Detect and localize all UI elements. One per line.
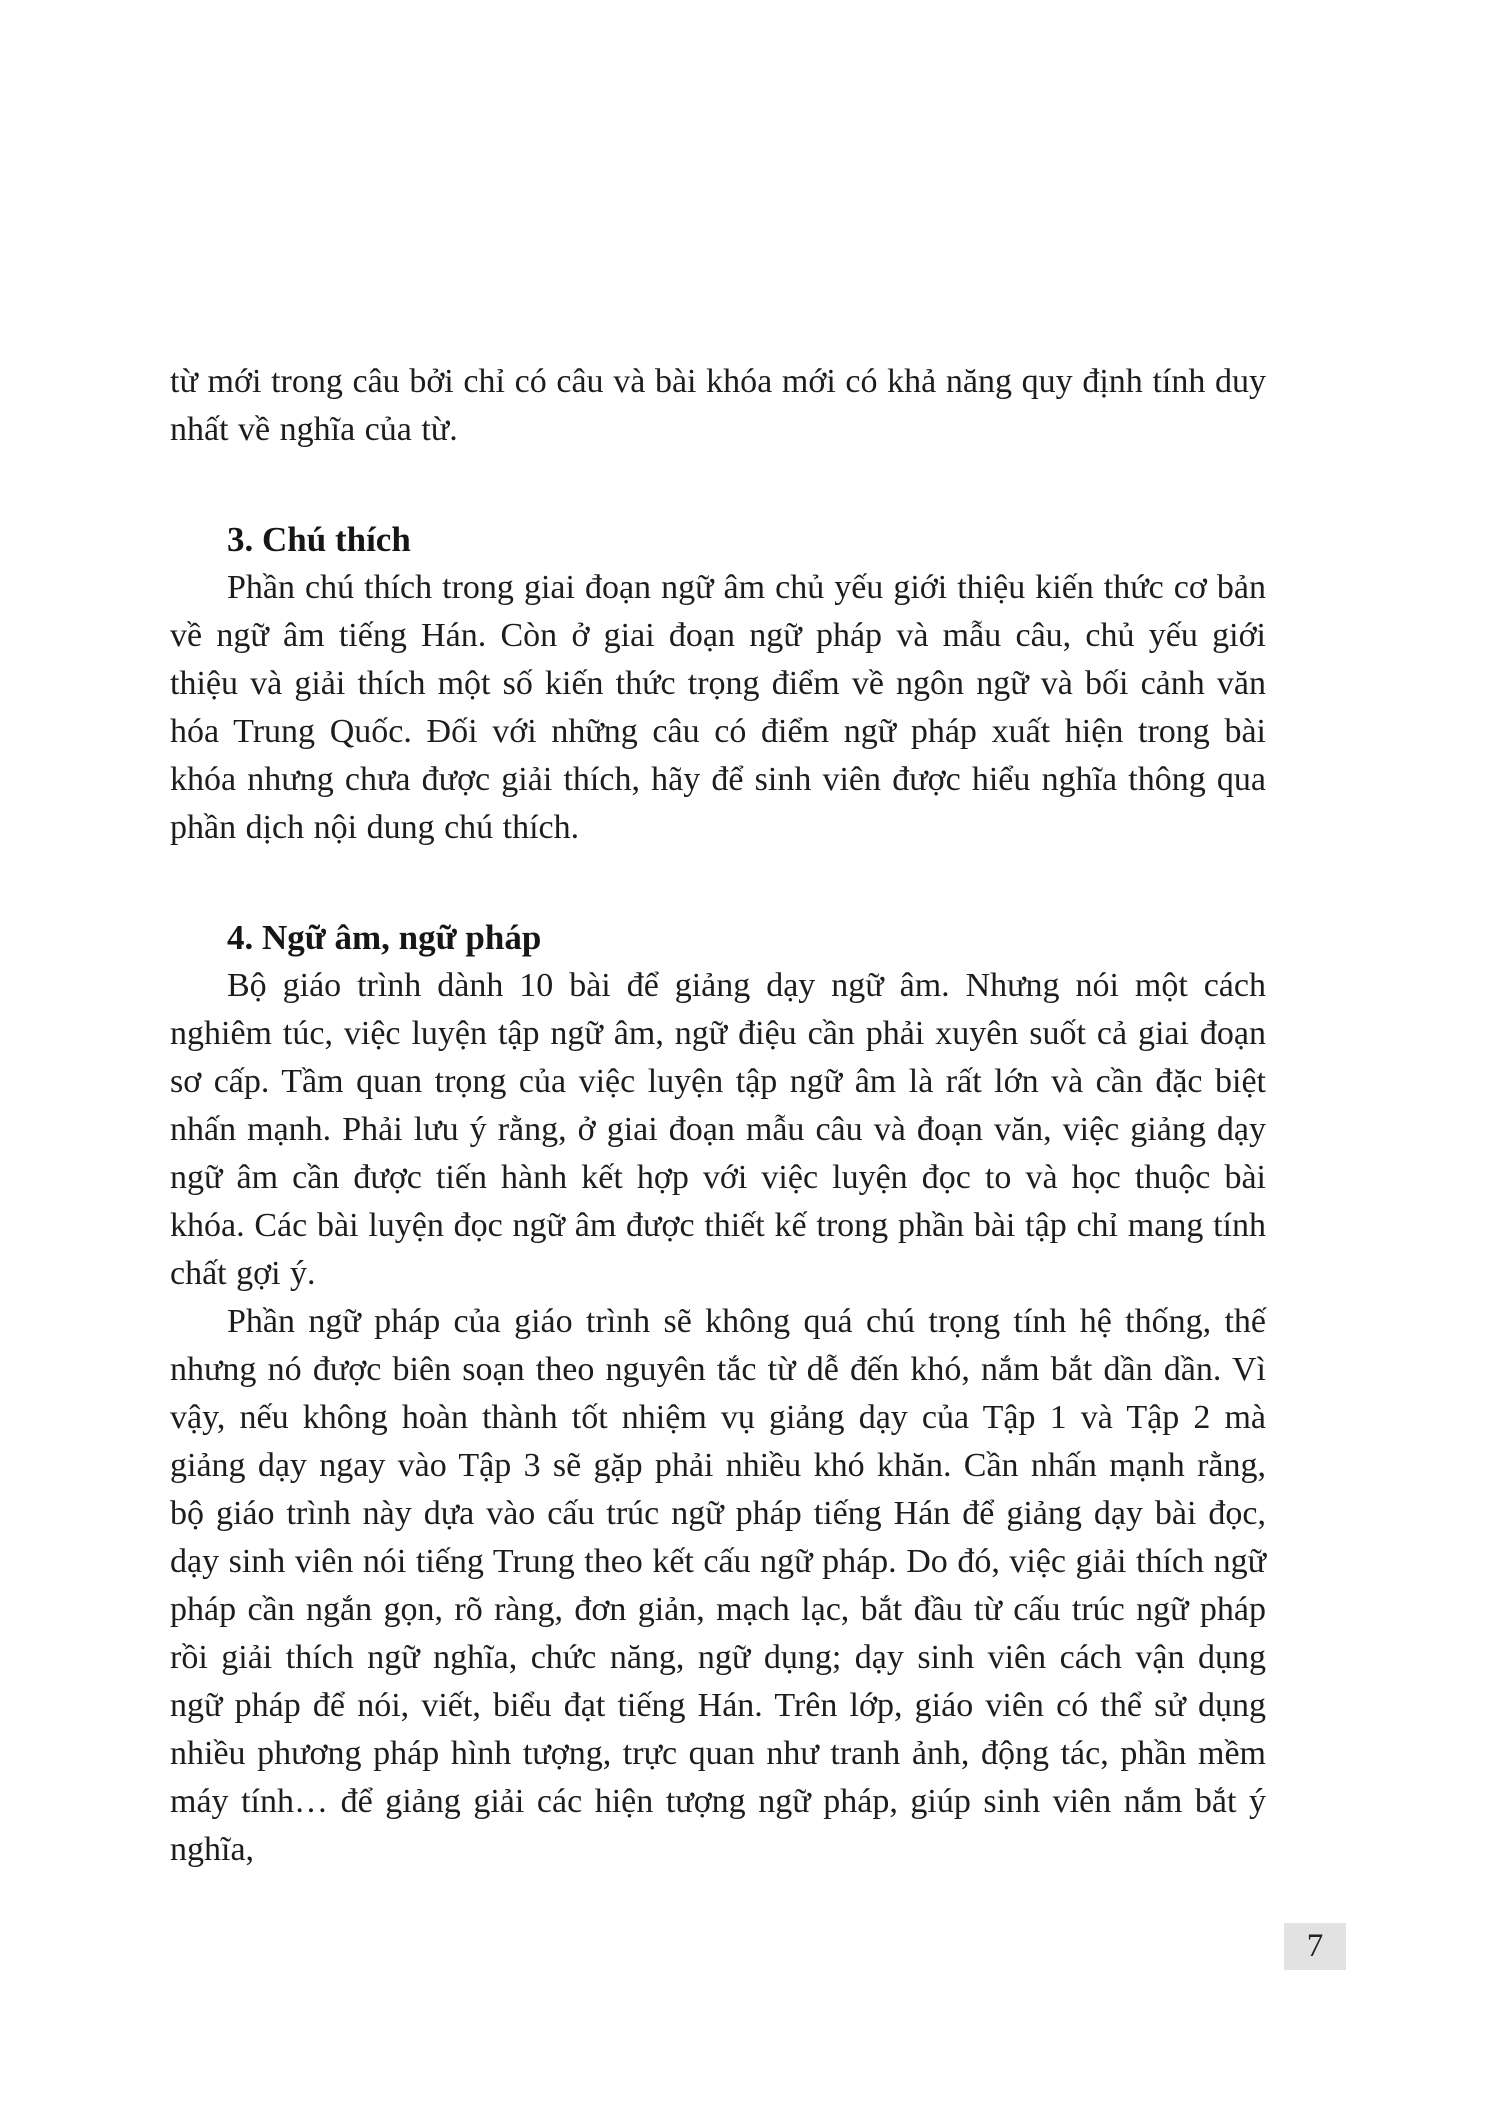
text-content [170, 358, 1266, 1874]
paragraph-continuation: từ mới trong câu bởi chỉ có câu và bài khóa mới có khả năng quy định tính duy nhất về nghĩa của từ. [170, 363, 1266, 448]
section-3-heading: 3. Chú thích [227, 520, 411, 559]
section-4-paragraph-2: Phần ngữ pháp của giáo trình sẽ không quá chú trọng tính hệ thống, thế nhưng nó được biên soạn theo nguyên tắc từ dễ đến khó, nắm bắt dần dần. Vì vậy, nếu không hoàn thành tốt nhiệm vụ giảng dạy của Tập 1 và Tập 2 mà giảng dạy ngay vào Tập 3 sẽ gặp phải nhiều khó khăn. Cần nhấn mạnh rằng, bộ giáo trình này dựa vào cấu trúc ngữ pháp tiếng Hán để giảng dạy bài đọc, dạy sinh viên nói tiếng Trung theo kết cấu ngữ pháp. Do đó, việc giải thích ngữ pháp cần ngắn gọn, rõ ràng, đơn giản, mạch lạc, bắt đầu từ cấu trúc ngữ pháp rồi giải thích ngữ nghĩa, chức năng, ngữ dụng; dạy sinh viên cách vận dụng ngữ pháp để nói, viết, biểu đạt tiếng Hán. Trên lớp, giáo viên có thể sử dụng nhiều phương pháp hình tượng, trực quan như tranh ảnh, động tác, phần mềm máy tính… để giảng giải các hiện tượng ngữ pháp, giúp sinh viên nắm bắt ý nghĩa, [170, 1303, 1266, 1868]
page-number: 7 [1306, 1928, 1324, 1964]
section-3-paragraph: Phần chú thích trong giai đoạn ngữ âm chủ yếu giới thiệu kiến thức cơ bản về ngữ âm tiếng Hán. Còn ở giai đoạn ngữ pháp và mẫu câu, chủ yếu giới thiệu và giải thích một số kiến thức trọng điểm về ngôn ngữ và bối cảnh văn hóa Trung Quốc. Đối với những câu có điểm ngữ pháp xuất hiện trong bài khóa nhưng chưa được giải thích, hãy để sinh viên được hiểu nghĩa thông qua phần dịch nội dung chú thích. [170, 569, 1266, 846]
section-4-paragraph-1: Bộ giáo trình dành 10 bài để giảng dạy ngữ âm. Nhưng nói một cách nghiêm túc, việc luyện tập ngữ âm, ngữ điệu cần phải xuyên suốt cả giai đoạn sơ cấp. Tầm quan trọng của việc luyện tập ngữ âm là rất lớn và cần đặc biệt nhấn mạnh. Phải lưu ý rằng, ở giai đoạn mẫu câu và đoạn văn, việc giảng dạy ngữ âm cần được tiến hành kết hợp với việc luyện đọc to và học thuộc bài khóa. Các bài luyện đọc ngữ âm được thiết kế trong phần bài tập chỉ mang tính chất gợi ý. [170, 967, 1266, 1292]
page-number-badge [1284, 1923, 1346, 1970]
section-4-heading: 4. Ngữ âm, ngữ pháp [227, 918, 542, 957]
